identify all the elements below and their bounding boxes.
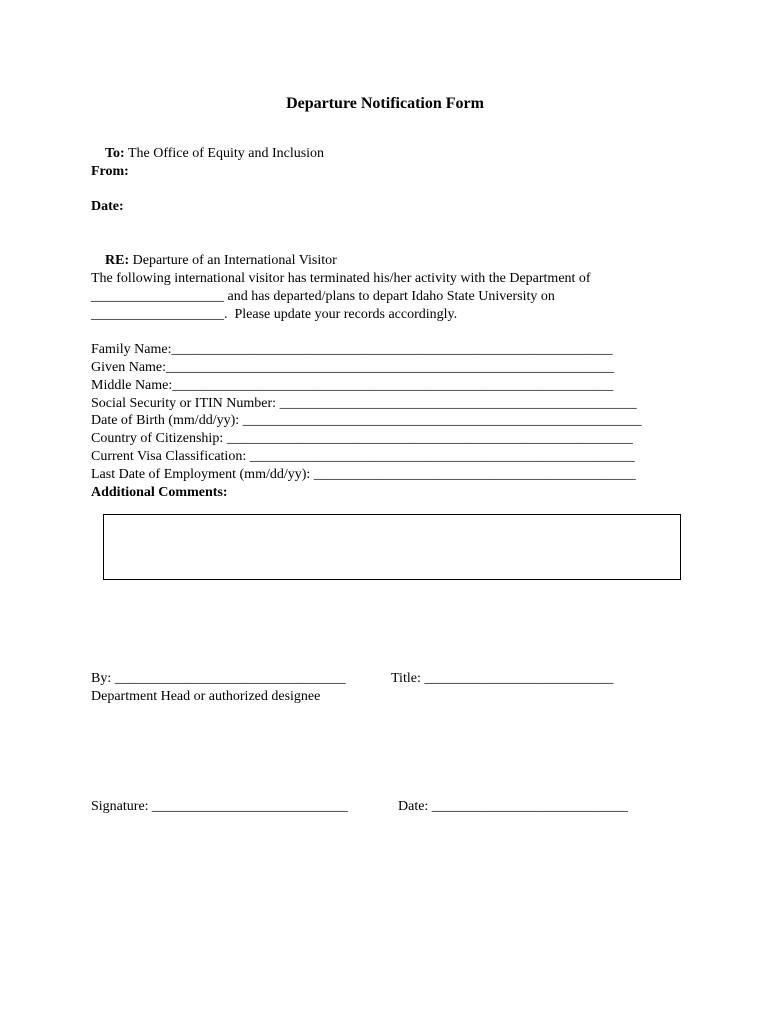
to-label: To: (105, 146, 125, 161)
date-line[interactable]: Date: ____________________________ (398, 799, 628, 814)
field-date-of-birth[interactable]: Date of Birth (mm/dd/yy): _________________________________________________________ (91, 413, 642, 428)
paragraph-line-3: ___________________. Please update your records accordingly. (91, 307, 458, 322)
field-given-name[interactable]: Given Name:________________________________________________________________ (91, 360, 615, 375)
field-middle-name[interactable]: Middle Name:_______________________________________________________________ (91, 378, 614, 393)
field-family-name[interactable]: Family Name:_______________________________________________________________ (91, 342, 613, 357)
signature-line[interactable]: Signature: ____________________________ (91, 799, 349, 814)
comments-label: Additional Comments: (91, 485, 228, 500)
field-country-of-citizenship[interactable]: Country of Citizenship: __________________________________________________________ (91, 431, 633, 446)
re-value: Departure of an International Visitor (129, 253, 337, 268)
paragraph-line-1: The following international visitor has terminated his/her activity with the Department of (91, 271, 591, 286)
date-label: Date: (91, 199, 124, 214)
to-value: The Office of Equity and Inclusion (124, 146, 325, 161)
field-visa-classification[interactable]: Current Visa Classification: _______________________________________________________ (91, 449, 635, 464)
field-ssn-itin[interactable]: Social Security or ITIN Number: ___________________________________________________ (91, 396, 637, 411)
from-label: From: (91, 164, 129, 179)
by-line[interactable]: By: _________________________________ (91, 671, 346, 686)
form-title: Departure Notification Form (286, 95, 484, 112)
by-caption: Department Head or authorized designee (91, 689, 321, 704)
title-line[interactable]: Title: ___________________________ (391, 671, 614, 686)
field-last-date-employment[interactable]: Last Date of Employment (mm/dd/yy): ______________________________________________ (91, 467, 636, 482)
comments-box[interactable] (103, 514, 681, 580)
paragraph-line-2: ___________________ and has departed/plans to depart Idaho State University on (91, 289, 555, 304)
re-label: RE: (105, 253, 130, 268)
